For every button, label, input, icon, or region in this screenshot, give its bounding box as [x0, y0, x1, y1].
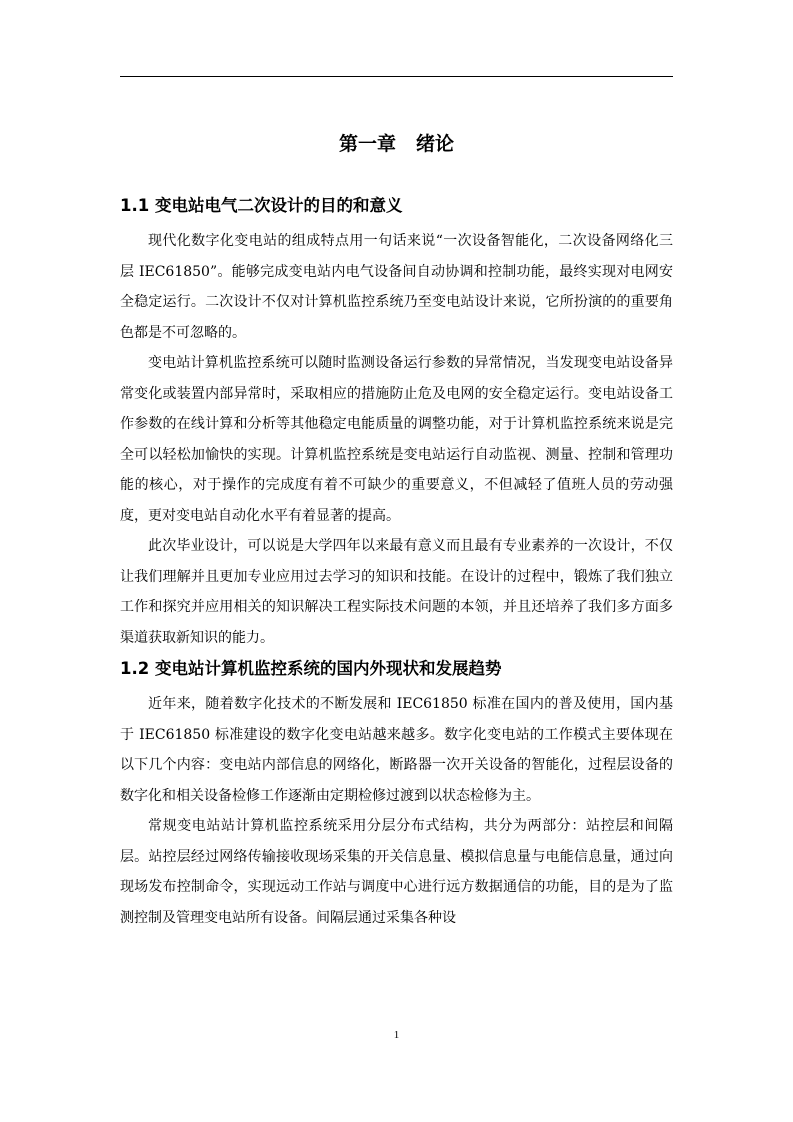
chapter-name: 绪论 — [416, 133, 455, 155]
section-heading-1-1: 1.1 变电站电气二次设计的目的和意义 — [120, 196, 403, 215]
paragraph: 此次毕业设计，可以说是大学四年以来最有意义而且最有专业素养的一次设计，不仅让我们理解并且更加专业应用过去学习的知识和技能。在设计的过程中，锻炼了我们独立工作和探究并应用相关的知识解决工程实际技术问题的本领，并且还培养了我们多方面多渠道获取新知识的能力。 — [120, 538, 673, 646]
header-rule — [120, 76, 673, 77]
paragraph: 现代化数字化变电站的组成特点用一句话来说“一次设备智能化，二次设备网络化三层 IEC61850”。能够完成变电站内电气设备间自动协调和控制功能，最终实现对电网安全稳定运行。二次设计不仅对计算机监控系统乃至变电站设计来说，它所扮演的的重要角色都是不可忽略的。 — [120, 233, 673, 341]
page-number: 1 — [393, 1029, 400, 1041]
paragraph: 近年来，随着数字化技术的不断发展和 IEC61850 标准在国内的普及使用，国内基于 IEC61850 标准建设的数字化变电站越来越多。数字化变电站的工作模式主要体现在以下几个内容：变电站内部信息的网络化，断路器一次开关设备的智能化，过程层设备的数字化和相关设备检修工作逐渐由定期检修过渡到以状态检修为主。 — [120, 696, 673, 804]
section-heading-1-2: 1.2 变电站计算机监控系统的国内外现状和发展趋势 — [120, 659, 502, 678]
page-content — [120, 126, 673, 933]
paragraph: 常规变电站站计算机监控系统采用分层分布式结构，共分为两部分：站控层和间隔层。站控层经过网络传输接收现场采集的开关信息量、模拟信息量与电能信息量，通过向现场发布控制命令，实现远动工作站与调度中心进行远方数据通信的功能，目的是为了监测控制及管理变电站所有设备。间隔层通过采集各种设 — [120, 818, 673, 926]
chapter-number: 第一章 — [338, 133, 396, 155]
chapter-title — [120, 126, 673, 162]
paragraph: 变电站计算机监控系统可以随时监测设备运行参数的异常情况，当发现变电站设备异常变化或装置内部异常时，采取相应的措施防止危及电网的安全稳定运行。变电站设备工作参数的在线计算和分析等其他稳定电能质量的调整功能，对于计算机监控系统来说是完全可以轻松加愉快的实现。计算机监控系统是变电站运行自动监视、测量、控制和管理功能的核心，对于操作的完成度有着不可缺少的重要意义，不但减轻了值班人员的劳动强度，更对变电站自动化水平有着显著的提高。 — [120, 355, 673, 524]
